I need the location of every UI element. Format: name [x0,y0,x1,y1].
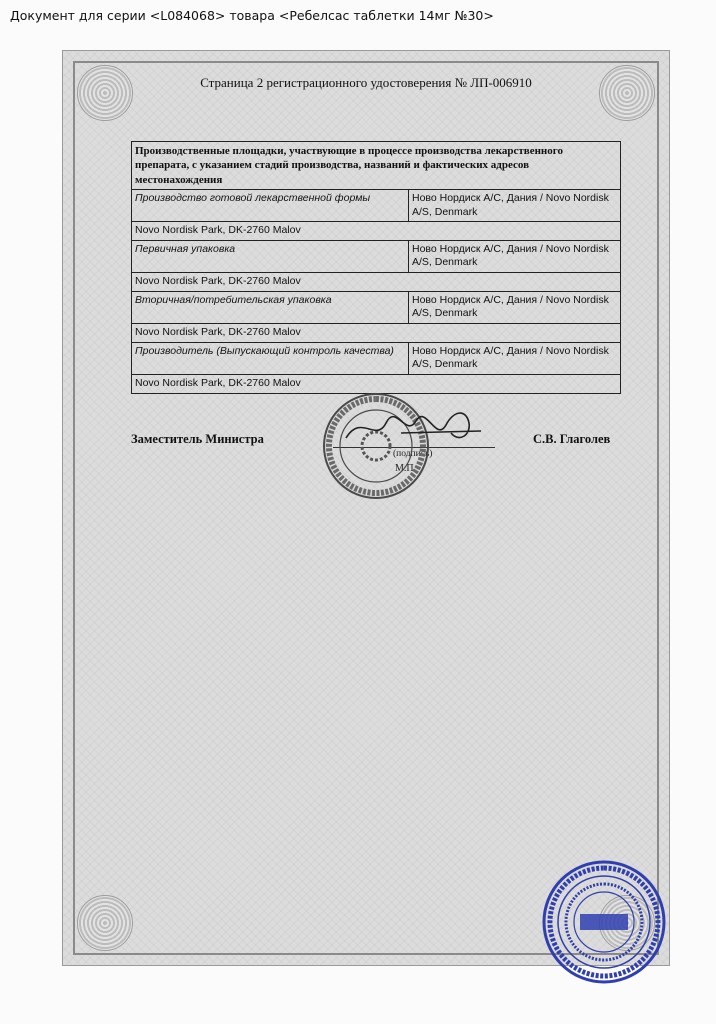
company-cell: Ново Нордиск А/С, Дания / Novo Nordisk A/S, Denmark [409,342,621,374]
signer-position: Заместитель Министра [131,432,264,446]
table-header: Производственные площадки, участвующие в процессе производства лекарственного препарата, с указанием стадий производства, названий и фактических адресов местонахождения [132,142,621,190]
production-sites-table [131,141,621,394]
address-cell: Novo Nordisk Park, DK-2760 Malov [132,374,621,393]
document-header: Документ для серии <L084068> товара <Ребелсас таблетки 14мг №30> [10,8,494,23]
address-cell: Novo Nordisk Park, DK-2760 Malov [132,273,621,292]
table-row [132,189,621,221]
address-cell: Novo Nordisk Park, DK-2760 Malov [132,324,621,343]
pharmacy-stamp-icon [540,858,668,986]
address-cell: Novo Nordisk Park, DK-2760 Malov [132,222,621,241]
company-cell: Ново Нордиск А/С, Дания / Novo Nordisk A/S, Denmark [409,189,621,221]
table-row [132,240,621,272]
stage-cell: Первичная упаковка [132,240,409,272]
stage-cell: Производство готовой лекарственной формы [132,189,409,221]
signer-name: С.В. Глаголев [533,432,611,446]
table-row [132,222,621,241]
signature-caption: (подпись) [393,449,433,459]
page-title: Страница 2 регистрационного удостоверения № ЛП-006910 [200,75,532,90]
corner-rosette-icon [77,65,133,121]
corner-rosette-icon [599,65,655,121]
corner-rosette-icon [77,895,133,951]
table-header-row [132,142,621,190]
certificate-page [62,50,670,966]
table-row [132,324,621,343]
stamp-place-label: М.П. [395,463,417,474]
table-row [132,273,621,292]
table-row [132,342,621,374]
company-cell: Ново Нордиск А/С, Дания / Novo Nordisk A/S, Denmark [409,291,621,323]
stage-cell: Вторичная/потребительская упаковка [132,291,409,323]
company-cell: Ново Нордиск А/С, Дания / Novo Nordisk A/S, Denmark [409,240,621,272]
stage-cell: Производитель (Выпускающий контроль качества) [132,342,409,374]
handwritten-signature-icon [341,403,491,453]
table-row [132,291,621,323]
